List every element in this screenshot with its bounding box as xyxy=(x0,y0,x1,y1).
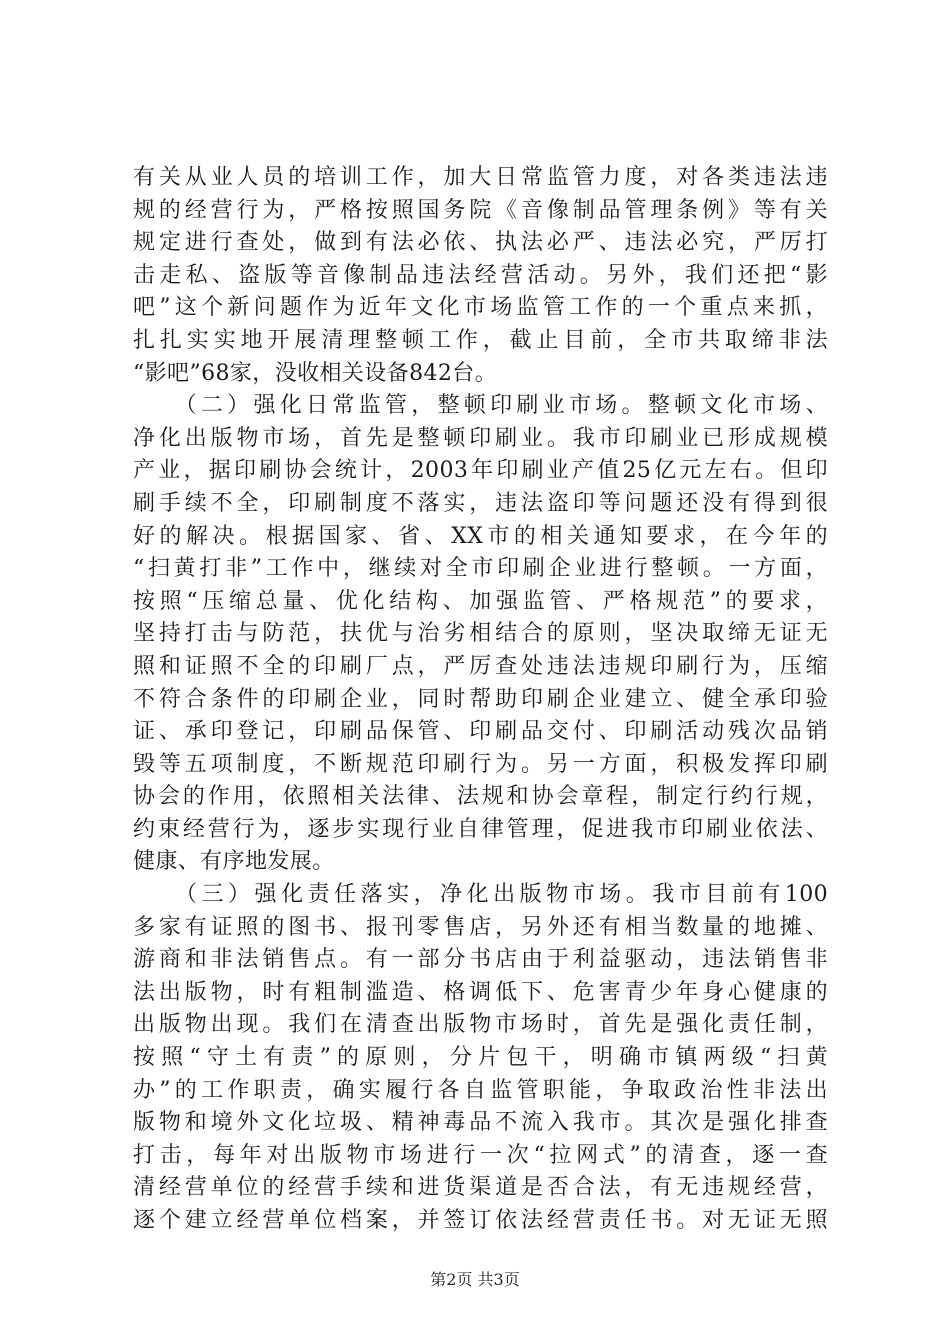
text-line: 刷手续不全，印刷制度不落实，违法盗印等问题还没有得到很 xyxy=(133,490,828,516)
text-line: “扫黄打非”工作中，继续对全市印刷企业进行整顿。一方面， xyxy=(133,556,828,582)
text-line: 好的解决。根据国家、省、XX市的相关通知要求，在今年的 xyxy=(133,523,828,549)
text-line: 击走私、盗版等音像制品违法经营活动。另外，我们还把“影 xyxy=(133,262,828,288)
text-line: 出版物出现。我们在清查出版物市场时，首先是强化责任制， xyxy=(133,1012,828,1038)
text-line: 按照“守土有责”的原则，分片包干，明确市镇两级“扫黄 xyxy=(133,1045,828,1071)
text-line: 净化出版物市场，首先是整顿印刷业。我市印刷业已形成规模 xyxy=(133,425,828,451)
text-line: “影吧”68家，没收相关设备842台。 xyxy=(133,360,498,386)
text-line: 证、承印登记，印刷品保管、印刷品交付、印刷活动残次品销 xyxy=(133,719,828,745)
text-line: 不符合条件的印刷企业，同时帮助印刷企业建立、健全承印验 xyxy=(133,686,828,712)
text-line: 规的经营行为，严格按照国务院《音像制品管理条例》等有关 xyxy=(133,197,828,223)
text-line: 照和证照不全的印刷厂点，严厉查处违法违规印刷行为，压缩 xyxy=(133,653,828,679)
text-line: 有关从业人员的培训工作，加大日常监管力度，对各类违法违 xyxy=(133,165,828,190)
text-line: 多家有证照的图书、报刊零售店，另外还有相当数量的地摊、 xyxy=(133,914,828,940)
page-footer: 第2页 共3页 xyxy=(430,1270,520,1289)
text-line: 打击，每年对出版物市场进行一次“拉网式”的清查，逐一查 xyxy=(133,1142,828,1168)
text-line: 吧”这个新问题作为近年文化市场监管工作的一个重点来抓， xyxy=(133,295,828,321)
text-line: 扎扎实实地开展清理整顿工作，截止目前，全市共取缔非法 xyxy=(133,327,828,353)
text-line: 协会的作用，依照相关法律、法规和协会章程，制定行约行规， xyxy=(133,784,828,810)
text-line: 坚持打击与防范，扶优与治劣相结合的原则，坚决取缔无证无 xyxy=(133,621,828,647)
text-line: 约束经营行为，逐步实现行业自律管理，促进我市印刷业依法、 xyxy=(133,816,828,842)
text-line: 健康、有序地发展。 xyxy=(133,849,335,875)
text-line: （三）强化责任落实，净化出版物市场。我市目前有100 xyxy=(133,882,828,908)
text-line: 办”的工作职责，确实履行各自监管职能，争取政治性非法出 xyxy=(133,1077,828,1103)
text-line: 游商和非法销售点。有一部分书店由于利益驱动，违法销售非 xyxy=(133,947,828,973)
text-line: 产业，据印刷协会统计，2003年印刷业产值25亿元左右。但印 xyxy=(133,458,828,484)
text-line: 规定进行查处，做到有法必依、执法必严、违法必究，严厉打 xyxy=(133,230,828,256)
text-line: 逐个建立经营单位档案，并签订依法经营责任书。对无证无照 xyxy=(133,1208,828,1233)
text-line: （二）强化日常监管，整顿印刷业市场。整顿文化市场、 xyxy=(133,393,828,419)
text-line: 毁等五项制度，不断规范印刷行为。另一方面，积极发挥印刷 xyxy=(133,751,828,777)
text-line: 清经营单位的经营手续和进货渠道是否合法，有无违规经营， xyxy=(133,1175,828,1201)
text-line: 按照“压缩总量、优化结构、加强监管、严格规范”的要求， xyxy=(133,588,828,614)
text-line: 法出版物，时有粗制滥造、格调低下、危害青少年身心健康的 xyxy=(133,979,828,1005)
document-body xyxy=(133,162,828,1238)
text-line: 版物和境外文化垃圾、精神毒品不流入我市。其次是强化排查 xyxy=(133,1110,828,1136)
